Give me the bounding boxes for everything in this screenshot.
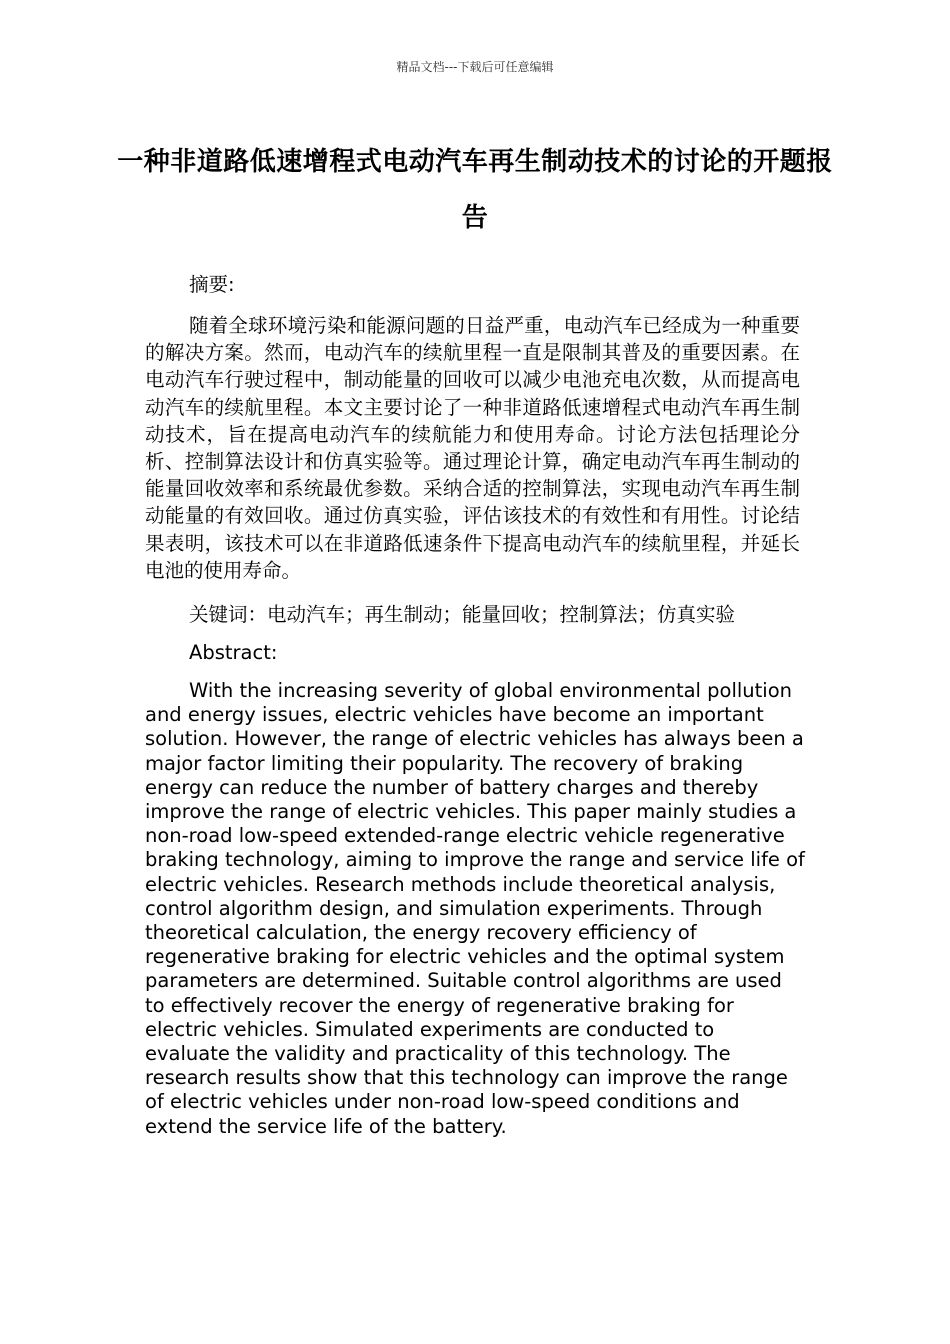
abstract-label-en: Abstract: (189, 641, 278, 664)
abstract-label-cn: 摘要: (189, 273, 235, 296)
abstract-en-paragraph: With the increasing severity of global environmental pollution and energy issues, electric vehicles have become an important solution. However, the range of electric vehicles has always been a major factor limiting their popularity. The recovery of braking energy can reduce the number of battery charges and thereby improve the range of electric vehicles. This paper mainly studies a non-road low-speed extended-range electric vehicle regenerative braking technology, aiming to improve the range and service life of electric vehicles. Research methods include theoretical analysis, control algorithm design, and simulation experiments. Through theoretical calculation, the energy recovery efficiency of regenerative braking for electric vehicles and the optimal system parameters are determined. Suitable control algorithms are used to effectively recover the energy of regenerative braking for electric vehicles. Simulated experiments are conducted to evaluate the validity and practicality of this technology. The research results show that this technology can improve the range of electric vehicles under non-road low-speed conditions and extend the service life of the battery. (145, 679, 805, 1138)
document-title: 一种非道路低速增程式电动汽车再生制动技术的讨论的开题报告 (117, 147, 833, 233)
keywords-line: 关键词：电动汽车；再生制动；能量回收；控制算法；仿真实验 (189, 603, 736, 626)
abstract-cn-paragraph: 随着全球环境污染和能源问题的日益严重，电动汽车已经成为一种重要的解决方案。然而，电动汽车的续航里程一直是限制其普及的重要因素。在电动汽车行驶过程中，制动能量的回收可以减少电池充电次数，从而提高电动汽车的续航里程。本文主要讨论了一种非道路低速增程式电动汽车再生制动技术，旨在提高电动汽车的续航能力和使用寿命。讨论方法包括理论分析、控制算法设计和仿真实验等。通过理论计算，确定电动汽车再生制动的能量回收效率和系统最优参数。采纳合适的控制算法，实现电动汽车再生制动能量的有效回收。通过仿真实验，评估该技术的有效性和有用性。讨论结果表明，该技术可以在非道路低速条件下提高电动汽车的续航里程，并延长电池的使用寿命。 (145, 314, 800, 582)
header-note: 精品文档---下载后可任意编辑 (396, 60, 554, 74)
